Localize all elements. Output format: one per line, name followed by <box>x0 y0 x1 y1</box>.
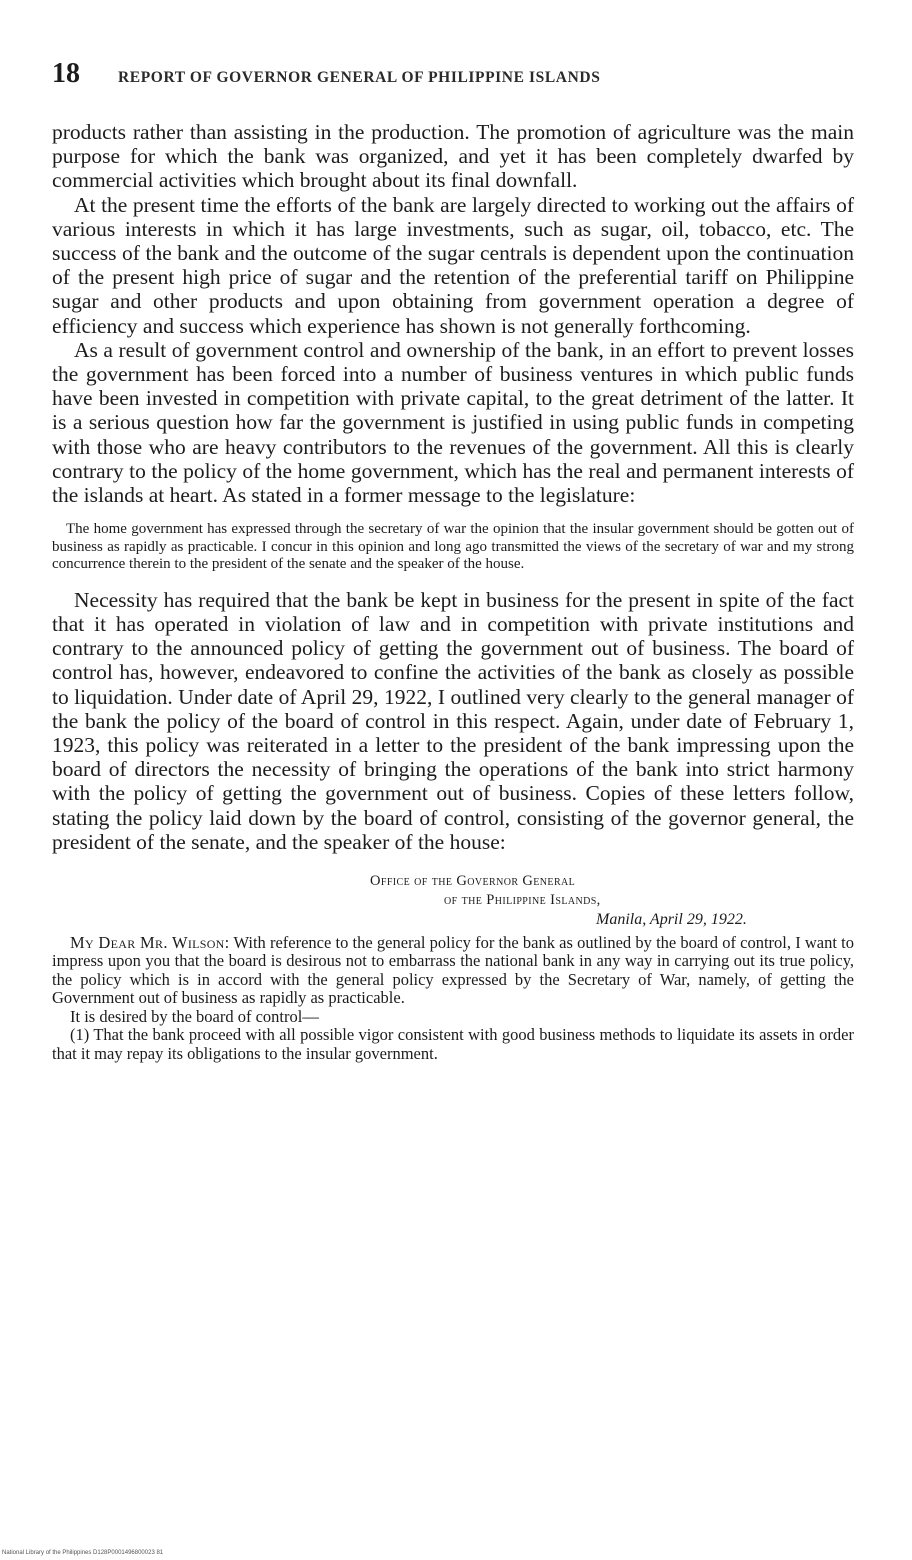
letter-place-date: Manila, April 29, 1922. <box>596 910 747 928</box>
letter-body-1: With reference to the general policy for the bank as outlined by the board of control, I want to impress upon you that the board is desirous not to embarrass the national bank in any way in carrying out its true policy, the policy which is in accord with the general policy expressed by the Secretary of War, namely, of getting the Government out of business as rapidly as practicable. <box>52 932 854 1008</box>
block-quote: The home government has expressed through the secretary of war the opinion that the insular government should be gotten out of business as rapidly as practicable. I concur in this opinion and long ago transmitted the views of the secretary of war and my strong concurrence therein to the president of the senate and the speaker of the house. <box>52 521 854 573</box>
letter-office-line-1: Office of the Governor General <box>370 872 576 889</box>
paragraph-3: As a result of government control and ownership of the bank, in an effort to prevent losses the government has been forced into a number of business ventures in which public funds have been invested in competition with private capital, to the great detriment of the latter. It is a serious question how far the government is justified in using public funds in competing with those who are heavy contributors to the revenues of the government. All this is clearly contrary to the policy of the home government, which has the real and permanent interests of the islands at heart. As stated in a former message to the legislature: <box>52 337 854 508</box>
running-head: REPORT OF GOVERNOR GENERAL OF PHILIPPINE ISLANDS <box>118 69 601 86</box>
page-content <box>52 58 854 1063</box>
page-header <box>52 58 854 94</box>
page-number: 18 <box>52 58 80 89</box>
paragraph-4: Necessity has required that the bank be kept in business for the present in spite of the fact that it has operated in violation of law and in competition with private institutions and contrary to the announced policy of getting the government out of business. The board of control has, however, endeavored to confine the activities of the bank as closely as possible to liquidation. Under date of April 29, 1922, I outlined very clearly to the general manager of the bank the policy of the board of control in this respect. Again, under date of February 1, 1923, this policy was reiterated in a letter to the president of the bank impressing upon the board of directors the necessity of bringing the operations of the bank into strict harmony with the policy of getting the government out of business. Copies of these letters follow, stating the policy laid down by the board of control, consisting of the governor general, the president of the senate, and the speaker of the house: <box>52 587 854 854</box>
scan-footer-note: National Library of the Philippines D128P0001496800023 81 <box>2 1550 164 1556</box>
letter-paragraph-2: It is desired by the board of control— <box>70 1006 319 1026</box>
letter-heading <box>52 872 854 934</box>
letter-paragraph-3: (1) That the bank proceed with all possible vigor consistent with good business methods to liquidate its assets in order that it may repay its obligations to the insular government. <box>52 1025 854 1063</box>
letter-salutation: My Dear Mr. Wilson: <box>70 932 230 952</box>
paragraph-1: products rather than assisting in the production. The promotion of agriculture was the main purpose for which the bank was organized, and yet it has been completely dwarfed by commercial activities which brought about its final downfall. <box>52 120 854 193</box>
paragraph-2: At the present time the efforts of the bank are largely directed to working out the affairs of various interests in which it has large investments, such as sugar, oil, tobacco, etc. The success of the bank and the outcome of the sugar centrals is dependent upon the continuation of the present high price of sugar and the retention of the preferential tariff on Philippine sugar and other products and upon obtaining from government operation a degree of efficiency and success which experience has shown is not generally forthcoming. <box>52 192 854 338</box>
letter-paragraph-1 <box>52 934 854 1008</box>
letter-office-line-2: of the Philippine Islands, <box>444 891 601 908</box>
